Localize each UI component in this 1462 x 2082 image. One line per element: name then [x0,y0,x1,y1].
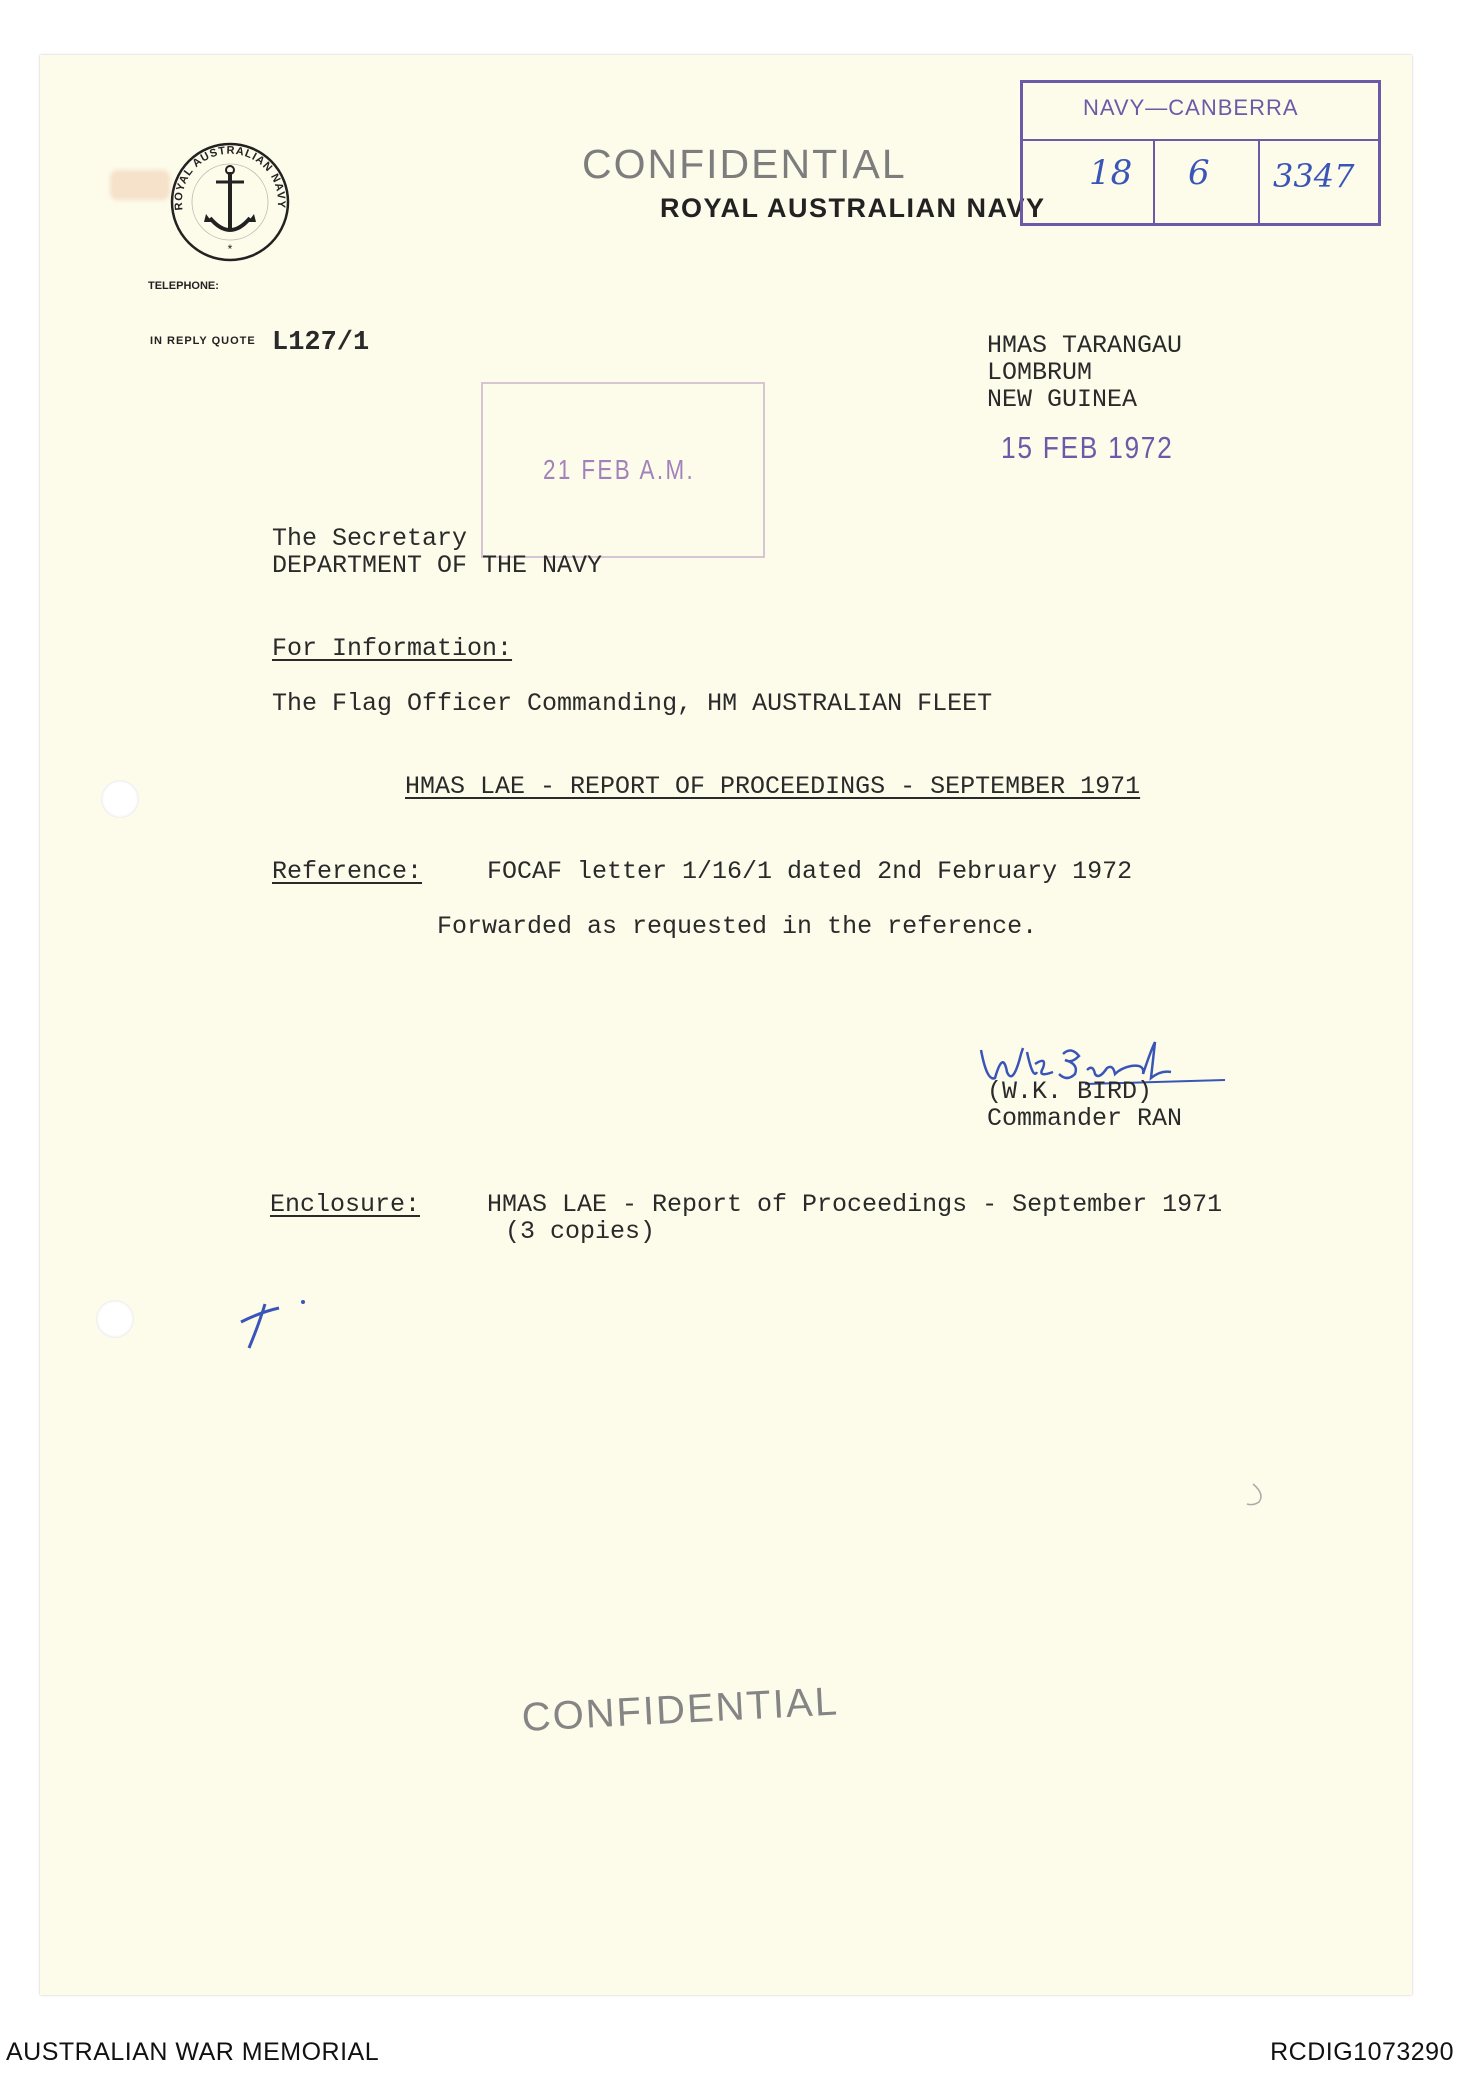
registry-stamp-title: NAVY—CANBERRA [1083,95,1299,120]
letter-date-stamp: 15 FEB 1972 [1001,430,1174,465]
enclosure-text [487,1191,1222,1245]
crest-text: ROYAL AUSTRALIAN NAVY [172,144,288,211]
telephone-label: TELEPHONE: [148,280,219,292]
footer-source: AUSTRALIAN WAR MEMORIAL [6,2038,380,2066]
recipient-line1: The Secretary [272,524,468,553]
registry-cell-3: 3347 [1273,157,1355,195]
enclosure-label: Enclosure: [270,1190,421,1219]
reply-reference: L127/1 [272,328,370,358]
reply-quote-label: IN REPLY QUOTE [150,335,256,347]
tape-mark [110,170,170,200]
organisation-name: ROYAL AUSTRALIAN NAVY [660,193,1046,223]
reference-text: FOCAF letter 1/16/1 dated 2nd February 1972 [487,857,1133,886]
sender-address [987,332,1182,413]
registry-cell-1: 18 [1089,153,1133,193]
handwritten-tick-mark [235,1290,315,1355]
for-information-text: The Flag Officer Commanding, HM AUSTRALIAN FLEET [272,689,993,718]
signature-block [987,1078,1182,1132]
recipient-block [272,525,602,579]
punch-hole-bottom [96,1300,134,1338]
registry-stamp [1020,80,1381,226]
sender-address-line3: NEW GUINEA [987,385,1138,414]
subject-line: HMAS LAE - REPORT OF PROCEEDINGS - SEPTEMBER 1971 [405,772,1141,801]
registry-stamp-col1 [1153,139,1155,223]
navy-crest-logo [160,130,300,270]
body-text: Forwarded as requested in the reference. [437,912,1038,941]
svg-text:*: * [227,242,233,256]
received-stamp-date: 21 FEB A.M. [543,454,696,485]
sender-address-line1: HMAS TARANGAU [987,331,1183,360]
sender-address-line2: LOMBRUM [987,358,1093,387]
registry-stamp-col2 [1258,139,1260,223]
enclosure-line1: HMAS LAE - Report of Proceedings - September 1971 [487,1190,1223,1219]
confidential-stamp-top: CONFIDENTIAL [582,141,907,187]
for-information-label: For Information: [272,634,513,663]
punch-hole-top [101,780,139,818]
recipient-line2: DEPARTMENT OF THE NAVY [272,551,603,580]
signatory-rank: Commander RAN [987,1104,1183,1133]
registry-stamp-divider [1023,139,1378,141]
registry-cell-2: 6 [1188,153,1210,193]
pencil-mark [1245,1480,1275,1515]
confidential-stamp-bottom: CONFIDENTIAL [520,1679,840,1741]
enclosure-line2: (3 copies) [505,1217,656,1246]
signatory-name: (W.K. BIRD) [987,1077,1153,1106]
footer-reference: RCDIG1073290 [1270,2038,1454,2066]
reference-label: Reference: [272,857,423,886]
